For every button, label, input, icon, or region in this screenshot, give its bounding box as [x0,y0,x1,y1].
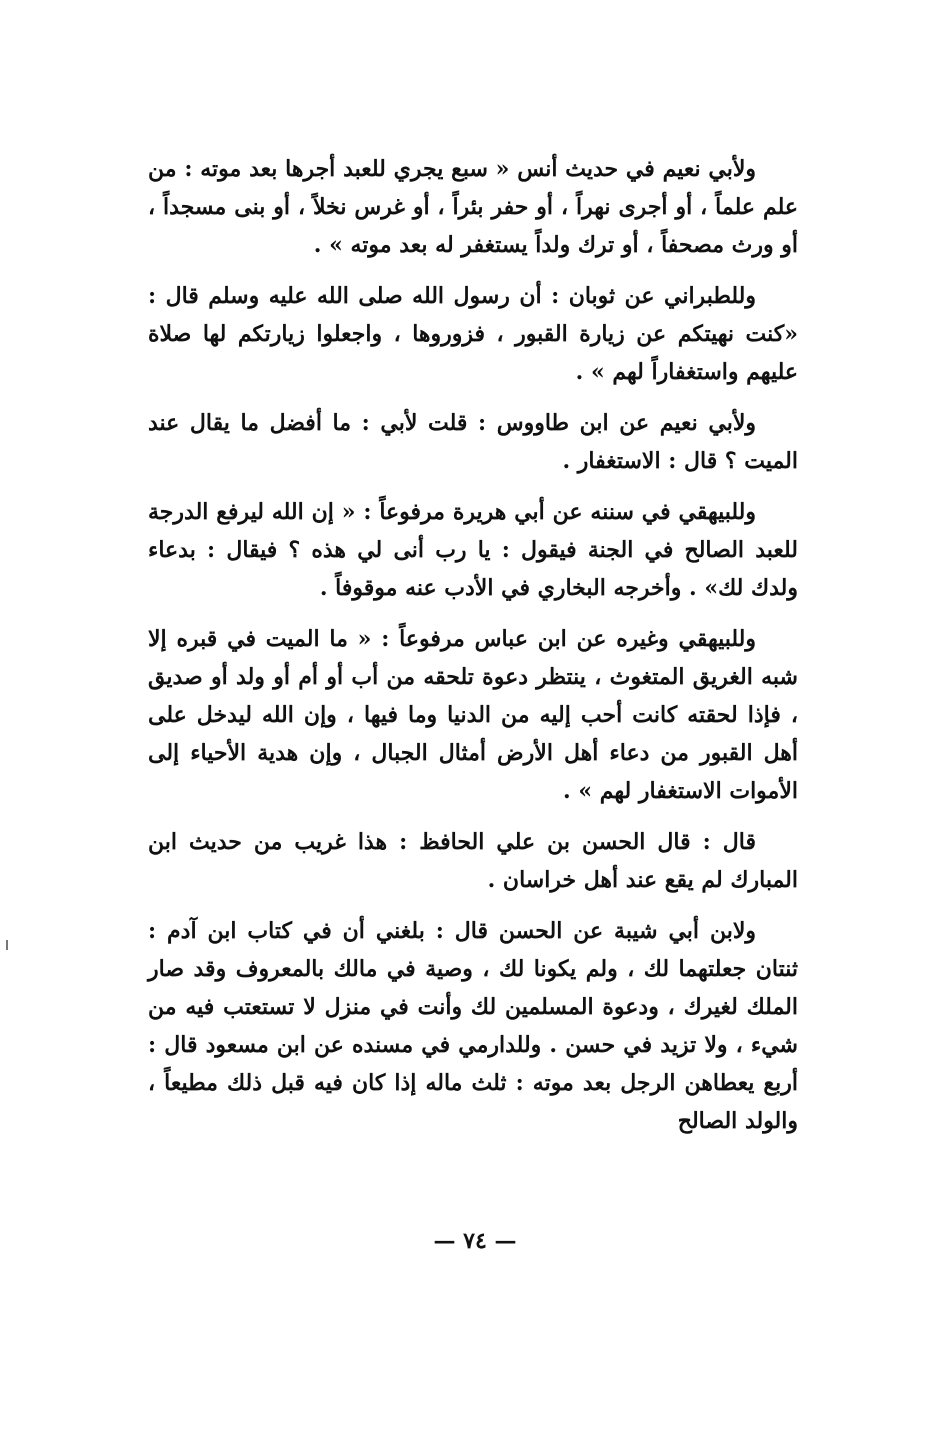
paragraph-ibn-tawus: ولأبي نعيم عن ابن طاووس : قلت لأبي : ما أفضل ما يقال عند الميت ؟ قال : الاستغفار . [148,410,798,474]
paragraph-ibn-abi-shayba: ولابن أبي شيبة عن الحسن قال : بلغني أن في كتاب ابن آدم : ثنتان جعلتهما لك ، ولم يكونا لك ، وصية في مالك بالمعروف وقد صار الملك لغيرك ، ودعوة المسلمين لك وأنت في منزل لا تستعتب فيه من شيء ، ولا تزيد في حسن . وللدارمي في مسنده عن ابن مسعود قال : أربع يعطاهن الرجل بعد موته : ثلث ماله إذا كان فيه قبل ذلك مطيعاً ، والولد الصالح [148,918,798,1134]
page-body-text [148,150,798,1153]
paragraph-bayhaqi-abu-hurayra: وللبيهقي في سننه عن أبي هريرة مرفوعاً : « إن الله ليرفع الدرجة للعبد الصالح في الجنة فيقول : يا رب أنى لي هذه ؟ فيقال : بدعاء ولدك لك» . وأخرجه البخاري في الأدب عنه موقوفاً . [148,499,798,601]
paragraph-tabarani-thawban: وللطبراني عن ثوبان : أن رسول الله صلى الله عليه وسلم قال : «كنت نهيتكم عن زيارة القبور ، فزوروها ، واجعلوا زيارتكم لها صلاة عليهم واستغفاراً لهم » . [148,283,798,385]
paragraph-bayhaqi-ibn-abbas: وللبيهقي وغيره عن ابن عباس مرفوعاً : « ما الميت في قبره إلا شبه الغريق المتغوث ، ينتظر دعوة تلحقه من أب أو أم أو ولد أو صديق ، فإذا لحقته كانت أحب إليه من الدنيا وما فيها ، وإن الله ليدخل على أهل القبور من دعاء أهل الأرض أمثال الجبال ، وإن هدية الأحياء إلى الأموات الاستغفار لهم » . [148,626,798,804]
paragraph-hasan-ibn-ali: قال : قال الحسن بن علي الحافظ : هذا غريب من حديث ابن المبارك لم يقع عند أهل خراسان . [148,829,798,893]
page-number: — ٧٤ — [433,1228,517,1254]
paragraph-abu-nuaim-anas: ولأبي نعيم في حديث أنس « سبع يجري للعبد أجرها بعد موته : من علم علماً ، أو أجرى نهراً ، أو حفر بئراً ، أو غرس نخلاً ، أو بنى مسجداً ، أو ورث مصحفاً ، أو ترك ولداً يستغفر له بعد موته » . [148,156,798,258]
margin-mark [6,940,8,950]
